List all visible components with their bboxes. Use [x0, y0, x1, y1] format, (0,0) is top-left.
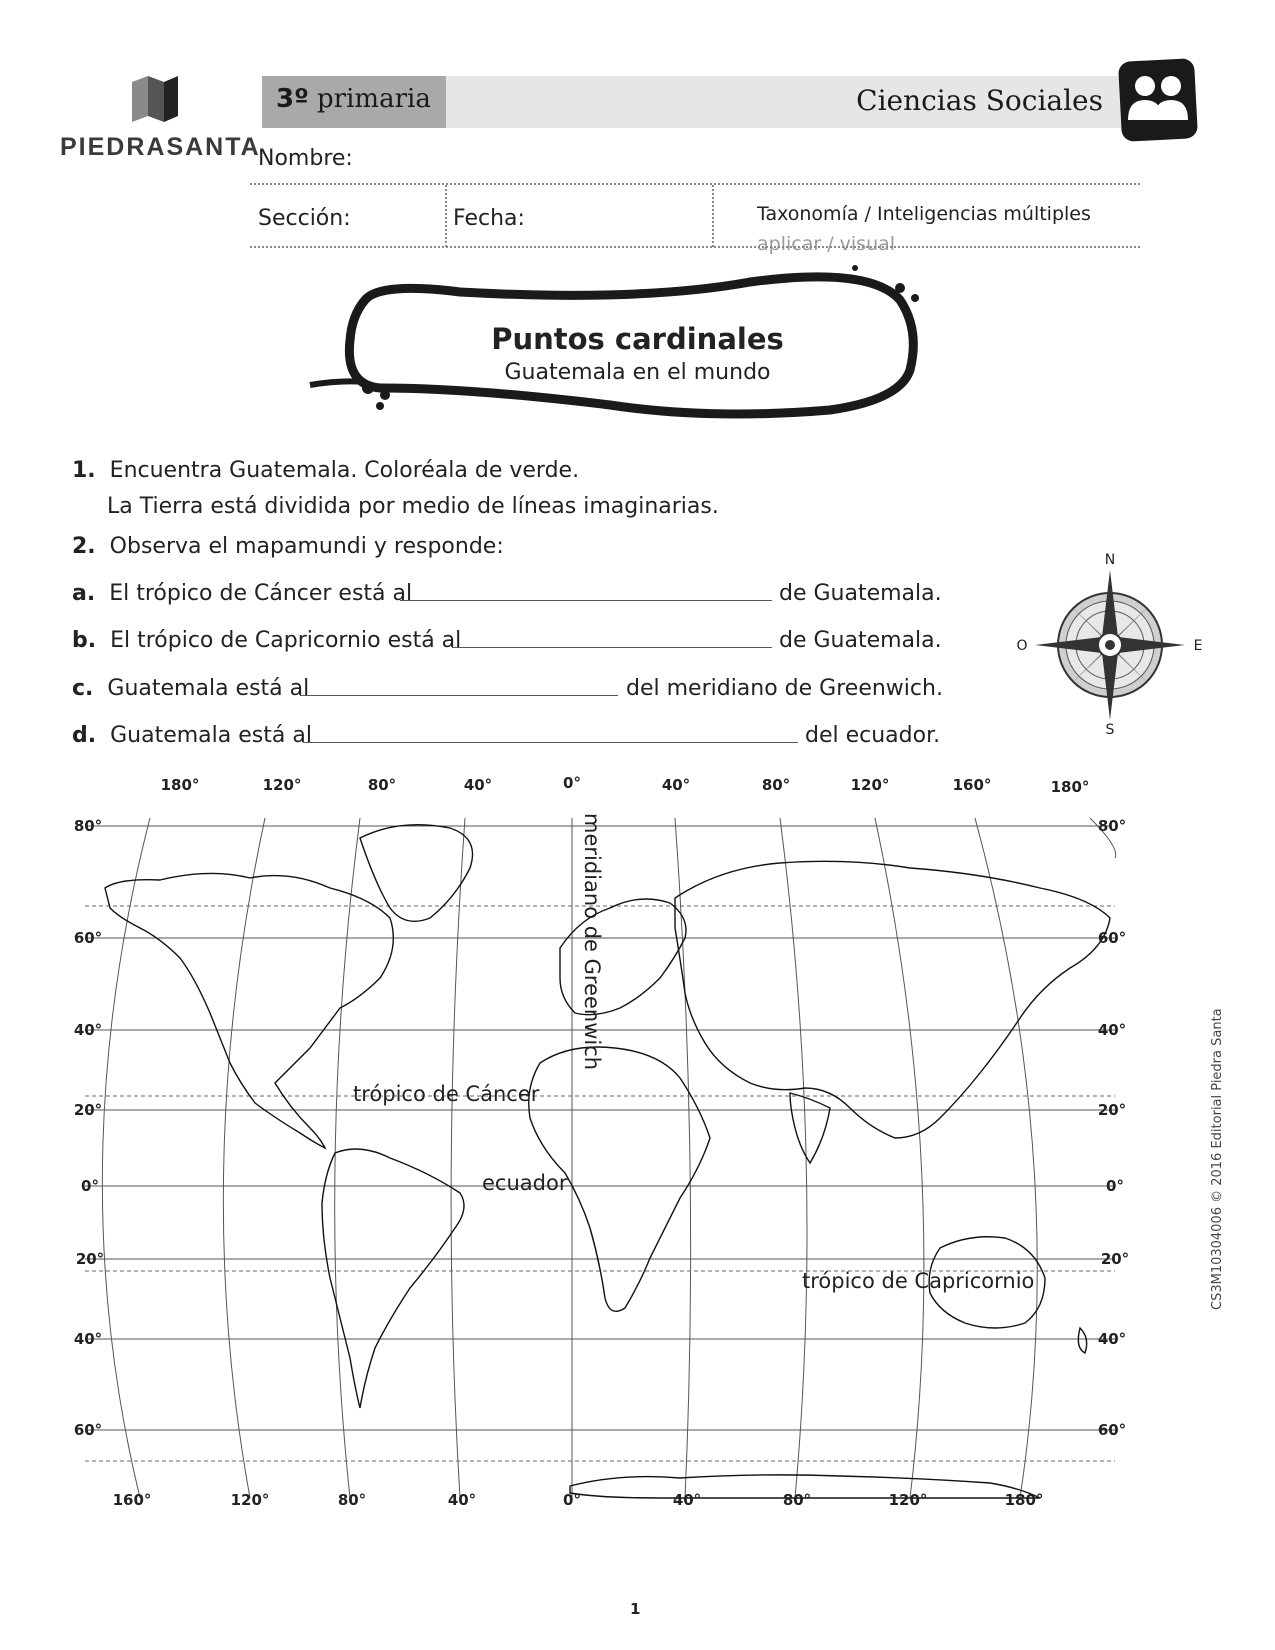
lat-left-7: 40° [73, 1330, 103, 1348]
lon-top-5: 0° [563, 774, 581, 792]
item-d-text: Guatemala está al [110, 723, 312, 748]
taxonomy-title: Taxonomía / Inteligencias múltiples [757, 203, 1091, 225]
lon-top-9: 160° [952, 776, 992, 794]
lon-bottom-3: 80° [337, 1491, 367, 1509]
item-c-suffix: del meridiano de Greenwich. [626, 676, 943, 701]
lon-top-4: 40° [463, 776, 493, 794]
item-b-letter: b. [72, 628, 97, 653]
lon-top-6: 40° [661, 776, 691, 794]
grade-label [276, 84, 431, 114]
compass-east: E [1193, 638, 1203, 654]
lon-bottom-7: 80° [782, 1491, 812, 1509]
lat-right-1: 80° [1097, 817, 1127, 835]
lat-left-2: 60° [73, 929, 103, 947]
date-label: Fecha: [453, 206, 525, 231]
grade-number: 3º [276, 84, 309, 114]
lon-bottom-5: 0° [563, 1491, 581, 1509]
new-zealand-outline [1078, 1328, 1086, 1353]
lon-top-10: 180° [1050, 778, 1090, 796]
item-d-letter: d. [72, 723, 97, 748]
divider-name [250, 183, 1140, 185]
question-1 [72, 458, 579, 483]
lat-right-5: 0° [1106, 1177, 1124, 1195]
item-a-prompt [72, 581, 412, 606]
lon-bottom-8: 120° [888, 1491, 928, 1509]
item-d-prompt [72, 723, 312, 748]
europe-outline [560, 899, 686, 1015]
divider-section [445, 185, 447, 247]
item-b-answer-line[interactable] [452, 647, 772, 648]
subject-label: Ciencias Sociales [856, 84, 1103, 117]
lon-top-3: 80° [367, 776, 397, 794]
lon-top-1: 180° [160, 776, 200, 794]
divider-date [712, 185, 714, 247]
lat-right-6: 20° [1100, 1250, 1130, 1268]
compass-rose-icon [1010, 552, 1210, 738]
lat-left-6: 20° [75, 1250, 105, 1268]
lon-bottom-6: 40° [672, 1491, 702, 1509]
item-a-text: El trópico de Cáncer está al [109, 581, 413, 606]
cancer-label: trópico de Cáncer [353, 1082, 540, 1106]
lon-bottom-2: 120° [230, 1491, 270, 1509]
divider-fields [250, 246, 1140, 248]
question-1-line2: La Tierra está dividida por medio de líneas imaginarias. [107, 494, 719, 519]
item-a-answer-line[interactable] [400, 600, 772, 601]
compass-west: O [1016, 638, 1028, 654]
page-subtitle: Guatemala en el mundo [504, 360, 771, 385]
india-outline [790, 1093, 830, 1163]
greenwich-label: meridiano de Greenwich [580, 813, 604, 1071]
section-label: Sección: [258, 206, 351, 231]
map-labels [353, 813, 1034, 1293]
right-latitude-labels [1098, 817, 1129, 1439]
continent-outlines [105, 825, 1110, 1498]
top-longitude-labels [161, 774, 1090, 796]
world-map[interactable] [60, 774, 1190, 1588]
lat-left-5: 0° [81, 1177, 99, 1195]
name-label: Nombre: [258, 146, 353, 171]
item-b-suffix: de Guatemala. [779, 628, 942, 653]
question-2-number: 2. [72, 534, 96, 559]
lon-top-2: 120° [262, 776, 302, 794]
lat-right-8: 60° [1097, 1421, 1127, 1439]
lon-bottom-9: 180° [1004, 1491, 1044, 1509]
grade-suffix: primaria [317, 84, 431, 114]
lat-right-4: 20° [1097, 1101, 1127, 1119]
capricorn-label: trópico de Capricornio [802, 1269, 1035, 1293]
page-number: 1 [630, 1600, 641, 1618]
item-c-text: Guatemala está al [107, 676, 310, 701]
item-d-answer-line[interactable] [303, 742, 798, 743]
item-b-prompt [72, 628, 461, 653]
date-field[interactable] [525, 200, 705, 240]
copyright-text: CS3M10304006 © 2016 Editorial Piedra Santa [1210, 1008, 1225, 1310]
logo-wordmark: PIEDRASANTA [60, 133, 261, 161]
item-d-suffix: del ecuador. [805, 723, 941, 748]
item-a-letter: a. [72, 581, 96, 606]
section-field[interactable] [345, 200, 440, 240]
compass-south: S [1105, 722, 1115, 738]
lat-right-3: 40° [1097, 1021, 1127, 1039]
compass-north: N [1104, 552, 1116, 568]
lat-left-8: 60° [73, 1421, 103, 1439]
lon-bottom-1: 160° [112, 1491, 152, 1509]
people-icon [1118, 58, 1198, 146]
lat-right-7: 40° [1097, 1330, 1127, 1348]
bottom-longitude-labels [113, 1491, 1044, 1509]
page-title: Puntos cardinales [491, 322, 784, 356]
item-a-suffix: de Guatemala. [779, 581, 942, 606]
left-latitude-labels [74, 817, 104, 1439]
equator-label: ecuador [482, 1171, 568, 1195]
lat-left-3: 40° [73, 1021, 103, 1039]
lat-right-2: 60° [1097, 929, 1127, 947]
item-b-text: El trópico de Capricornio está al [110, 628, 462, 653]
lon-top-7: 80° [761, 776, 791, 794]
south-america-outline [322, 1149, 464, 1408]
item-c-prompt [72, 676, 309, 701]
north-america-outline [105, 873, 393, 1148]
question-1-text: Encuentra Guatemala. Coloréala de verde. [109, 458, 580, 483]
question-1-number: 1. [72, 458, 96, 483]
meridian-lines [102, 818, 1115, 1498]
item-c-answer-line[interactable] [300, 695, 618, 696]
lat-left-4: 20° [73, 1101, 103, 1119]
lon-top-8: 120° [850, 776, 890, 794]
name-field[interactable] [345, 146, 1125, 176]
question-2-text: Observa el mapamundi y responde: [109, 534, 504, 559]
question-2 [72, 534, 504, 559]
item-c-letter: c. [72, 676, 94, 701]
lat-left-1: 80° [73, 817, 103, 835]
taxonomy-value: aplicar / visual [757, 233, 896, 255]
lon-bottom-4: 40° [447, 1491, 477, 1509]
